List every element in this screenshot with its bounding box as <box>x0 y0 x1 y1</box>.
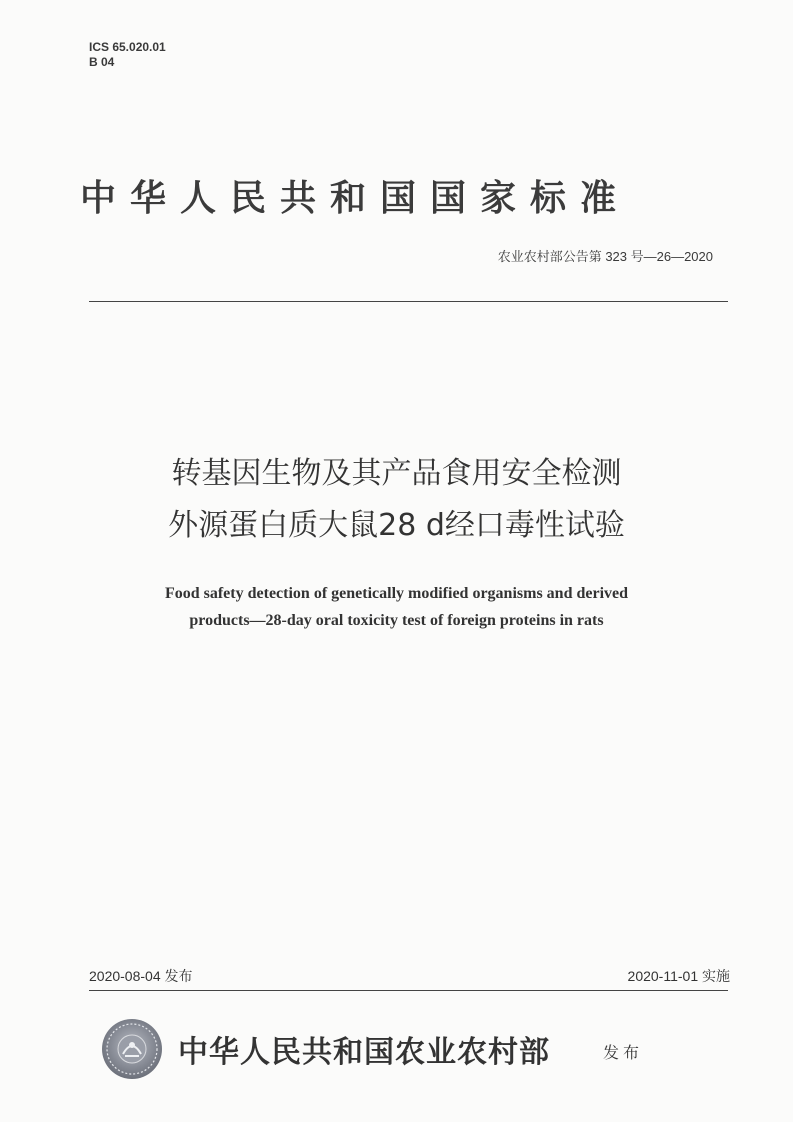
ccs-code: B 04 <box>89 55 115 69</box>
ministry-seal-icon <box>101 1018 163 1080</box>
english-title <box>60 580 733 634</box>
english-title-line-2: products—28-day oral toxicity test of foreign proteins in rats <box>189 612 604 629</box>
publisher-name: 中华人民共和国农业农村部 <box>178 1035 550 1070</box>
publish-label: 发布 <box>603 1043 644 1062</box>
classification-codes <box>89 40 166 70</box>
chinese-title <box>60 448 733 552</box>
issue-date: 2020-08-04 发布 <box>89 968 193 984</box>
standard-code: 农业农村部公告第 323 号—26—2020 <box>497 249 713 264</box>
english-title-line-1: Food safety detection of genetically modified organisms and derived <box>164 585 629 602</box>
implementation-date: 2020-11-01 实施 <box>627 968 730 984</box>
bottom-divider <box>89 990 728 991</box>
standard-type-heading: 中华人民共和国国家标准 <box>80 177 631 219</box>
ics-code: ICS 65.020.01 <box>89 40 166 54</box>
chinese-title-line-1: 转基因生物及其产品食用安全检测 <box>171 456 622 491</box>
chinese-title-line-2: 外源蛋白质大鼠28 d经口毒性试验 <box>168 508 625 543</box>
top-divider <box>89 301 728 302</box>
